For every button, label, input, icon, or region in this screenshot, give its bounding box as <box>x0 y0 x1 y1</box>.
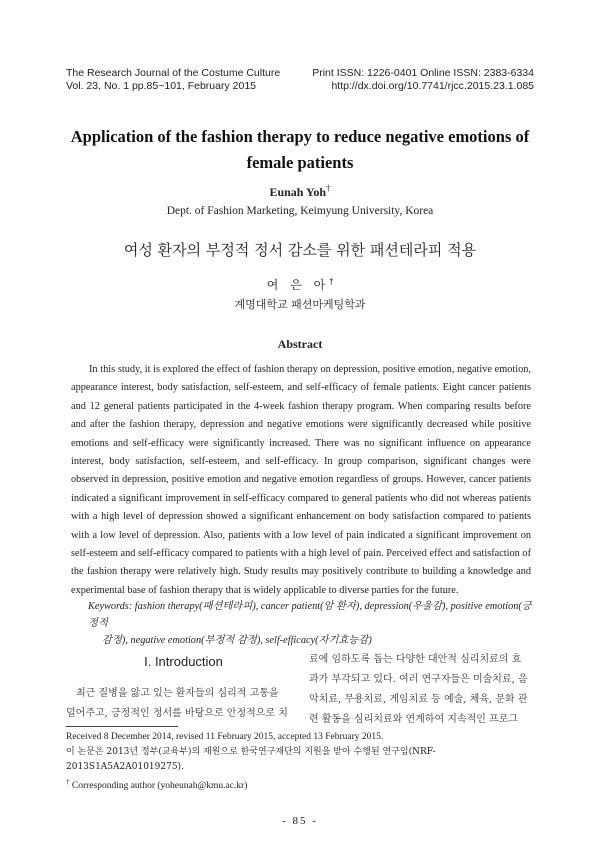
abstract-heading: Abstract <box>277 337 323 351</box>
intro-left-line: 최근 질병을 앓고 있는 환자들의 심리적 고통을 <box>76 688 279 699</box>
footnotes <box>66 730 536 794</box>
author-name <box>0 183 600 200</box>
abstract-body: In this study, it is explored the effect of fashion therapy on depression, positive emotion, negative emotion, appearance interest, body satisfaction, self-esteem, and self-efficacy of female patients. Eight cancer patients and 12 general patients participated in the 4-week fashion therapy program. When comparing results before and after the fashion therapy, depression and negative emotions were significantly decreased while positive emotions and self-efficacy were significantly increased. There was no significant influence on appearance interest, body satisfaction, self-esteem, and self-efficacy. In group comparison, significant changes were observed in depression, positive emotion and negative emotion regardless of groups. However, cancer patients indicated a significant improvement in self-efficacy compared to general patients who did not whereas patients with a high level of depression showed a significant enhancement on body satisfaction compared to patients with a low level of depression. Also, patients with a low level of pain indicated a significant improvement on self-esteem and self-efficacy compared to patients with a high level of pain. Perceived effect and satisfaction of the fashion therapy were relatively high. Study results may positively contribute to building a knowledge and experimental base of fashion therapy that is widely applicable to diverse parties for the future. <box>71 364 531 596</box>
korean-author <box>0 276 600 293</box>
keywords <box>88 598 532 649</box>
paper-title-line-1: Application of the fashion therapy to reduce negative emotions of <box>70 127 530 146</box>
footnote-received: Received 8 December 2014, revised 11 February 2015, accepted 13 February 2015. <box>66 732 384 742</box>
korean-author-mark: † <box>329 277 334 286</box>
footnote-corresponding <box>66 775 536 794</box>
intro-right-line: 과가 부각되고 있다. 여러 연구자들은 미술치료, 음 <box>309 674 528 685</box>
korean-author-text: 여 은 아 <box>266 278 330 292</box>
korean-title: 여성 환자의 부정적 정서 감소를 위한 패션테라피 적용 <box>123 241 477 259</box>
section-heading-introduction: I. Introduction <box>144 654 223 669</box>
intro-left-line: 덜어주고, 긍정적인 정서를 바탕으로 안정적으로 치 <box>66 708 288 719</box>
footnote-funding: 이 논문은 2013년 정부(교육부)의 재원으로 한국연구재단의 지원을 받아 수행된 연구임(NRF-2013S1A5A2A01019275). <box>66 747 436 772</box>
paper-title-line-2: female patients <box>246 153 354 172</box>
footnote-mark: † <box>66 778 70 786</box>
journal-header-right <box>312 67 534 93</box>
journal-volume: Vol. 23, No. 1 pp.85~101, February 2015 <box>66 80 257 92</box>
author-name-text: Eunah Yoh <box>269 185 327 199</box>
footnote-divider <box>66 726 178 727</box>
journal-issn: Print ISSN: 1226-0401 Online ISSN: 2383-6334 <box>312 67 534 79</box>
intro-right-line: 악치료, 무용치료, 게임치료 등 예술, 체육, 문화 관 <box>309 694 528 705</box>
journal-name: The Research Journal of the Costume Culture <box>66 67 281 79</box>
journal-header-left <box>66 67 280 93</box>
author-affiliation: Dept. of Fashion Marketing, Keimyung University, Korea <box>166 205 434 217</box>
footnote-corresponding-text: Corresponding author (yoheunah@kmu.ac.kr) <box>71 781 248 792</box>
page-number: - 85 - <box>282 815 318 827</box>
korean-affiliation: 계명대학교 패션마케팅학과 <box>234 298 366 311</box>
author-mark: † <box>326 183 331 193</box>
keywords-line-1: Keywords: fashion therapy(패션테라피), cancer patient(암 환자), depression(우울감), positive emotion(긍정적 <box>88 601 532 629</box>
paper-title <box>60 124 540 176</box>
intro-right-line: 료에 임하도록 돕는 다양한 대안적 심리치료의 효 <box>309 654 522 665</box>
intro-left-column <box>66 684 301 724</box>
journal-doi[interactable]: http://dx.doi.org/10.7741/rjcc.2015.23.1.085 <box>331 80 534 92</box>
intro-right-line: 련 활동을 심리치료와 연계하여 지속적인 프로그 <box>309 714 519 725</box>
keywords-line-2: 감정), negative emotion(부정적 감정), self-efficacy(자기효능감) <box>102 635 372 646</box>
intro-right-column <box>309 650 534 730</box>
